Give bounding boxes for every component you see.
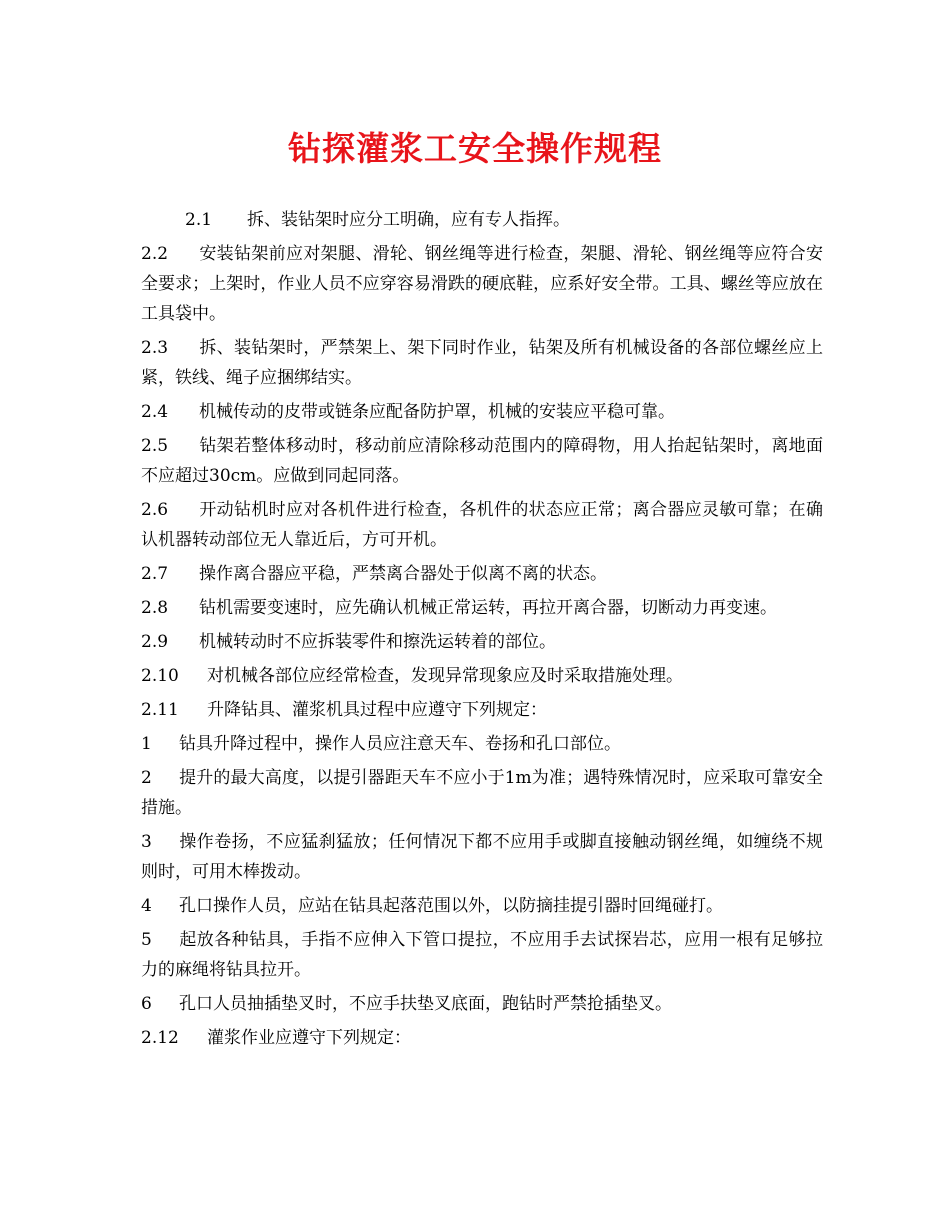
sub-item-6 bbox=[141, 989, 823, 1019]
clause-text: 拆、装钻架时，严禁架上、架下同时作业，钻架及所有机械设备的各部位螺丝应上紧，铁线、绳子应捆绑结实。 bbox=[141, 338, 823, 388]
sub-item-5 bbox=[141, 925, 823, 985]
clause-number: 2.12 bbox=[141, 1028, 179, 1048]
item-number: 2 bbox=[141, 768, 152, 788]
clause-number: 2.1 bbox=[185, 210, 213, 230]
clause-2-6 bbox=[141, 495, 823, 555]
sub-item-3 bbox=[141, 827, 823, 887]
clause-number: 2.8 bbox=[141, 598, 169, 618]
item-text: 钻具升降过程中，操作人员应注意天车、卷扬和孔口部位。 bbox=[179, 734, 621, 754]
item-number: 4 bbox=[141, 896, 152, 916]
clause-2-8 bbox=[141, 593, 823, 623]
clause-2-10 bbox=[141, 661, 823, 691]
clause-text: 对机械各部位应经常检查，发现异常现象应及时采取措施处理。 bbox=[207, 666, 683, 686]
clause-2-1 bbox=[141, 205, 823, 235]
item-text: 操作卷扬，不应猛刹猛放；任何情况下都不应用手或脚直接触动钢丝绳，如缠绕不规则时，可用木棒拨动。 bbox=[141, 832, 823, 882]
document-body bbox=[141, 205, 823, 1057]
document-title: 钻探灌浆工安全操作规程 bbox=[288, 129, 662, 168]
sub-item-2 bbox=[141, 763, 823, 823]
clause-number: 2.5 bbox=[141, 436, 169, 456]
clause-2-12 bbox=[141, 1023, 823, 1053]
clause-text: 升降钻具、灌浆机具过程中应遵守下列规定： bbox=[207, 700, 547, 720]
sub-item-4 bbox=[141, 891, 823, 921]
clause-number: 2.2 bbox=[141, 244, 169, 264]
clause-text: 机械传动的皮带或链条应配备防护罩，机械的安装应平稳可靠。 bbox=[199, 402, 675, 422]
clause-text: 操作离合器应平稳，严禁离合器处于似离不离的状态。 bbox=[199, 564, 607, 584]
item-number: 6 bbox=[141, 994, 152, 1014]
item-text: 孔口操作人员，应站在钻具起落范围以外，以防摘挂提引器时回绳碰打。 bbox=[179, 896, 723, 916]
clause-2-9 bbox=[141, 627, 823, 657]
clause-text: 开动钻机时应对各机件进行检查，各机件的状态应正常；离合器应灵敏可靠；在确认机器转动部位无人靠近后，方可开机。 bbox=[141, 500, 823, 550]
clause-2-4 bbox=[141, 397, 823, 427]
item-number: 1 bbox=[141, 734, 152, 754]
sub-item-1 bbox=[141, 729, 823, 759]
clause-text: 钻机需要变速时，应先确认机械正常运转，再拉开离合器，切断动力再变速。 bbox=[199, 598, 777, 618]
clause-number: 2.7 bbox=[141, 564, 169, 584]
clause-text: 灌浆作业应遵守下列规定： bbox=[207, 1028, 411, 1048]
item-text: 提升的最大高度，以提引器距天车不应小于1m为准；遇特殊情况时，应采取可靠安全措施。 bbox=[141, 768, 823, 818]
clause-2-2 bbox=[141, 239, 823, 329]
clause-2-3 bbox=[141, 333, 823, 393]
clause-number: 2.3 bbox=[141, 338, 169, 358]
clause-2-11 bbox=[141, 695, 823, 725]
clause-text: 拆、装钻架时应分工明确，应有专人指挥。 bbox=[247, 210, 570, 230]
clause-text: 钻架若整体移动时，移动前应清除移动范围内的障碍物，用人抬起钻架时，离地面不应超过30cm。应做到同起同落。 bbox=[141, 436, 823, 486]
item-number: 3 bbox=[141, 832, 152, 852]
clause-2-7 bbox=[141, 559, 823, 589]
clause-text: 安装钻架前应对架腿、滑轮、钢丝绳等进行检查，架腿、滑轮、钢丝绳等应符合安全要求；上架时，作业人员不应穿容易滑跌的硬底鞋，应系好安全带。工具、螺丝等应放在工具袋中。 bbox=[141, 244, 823, 324]
clause-number: 2.4 bbox=[141, 402, 169, 422]
item-text: 孔口人员抽插垫叉时，不应手扶垫叉底面，跑钻时严禁抢插垫叉。 bbox=[179, 994, 672, 1014]
clause-number: 2.10 bbox=[141, 666, 179, 686]
clause-2-5 bbox=[141, 431, 823, 491]
item-text: 起放各种钻具，手指不应伸入下管口提拉，不应用手去试探岩芯，应用一根有足够拉力的麻绳将钻具拉开。 bbox=[141, 930, 823, 980]
clause-number: 2.6 bbox=[141, 500, 169, 520]
clause-number: 2.11 bbox=[141, 700, 179, 720]
item-number: 5 bbox=[141, 930, 152, 950]
clause-number: 2.9 bbox=[141, 632, 169, 652]
clause-text: 机械转动时不应拆装零件和擦洗运转着的部位。 bbox=[199, 632, 556, 652]
